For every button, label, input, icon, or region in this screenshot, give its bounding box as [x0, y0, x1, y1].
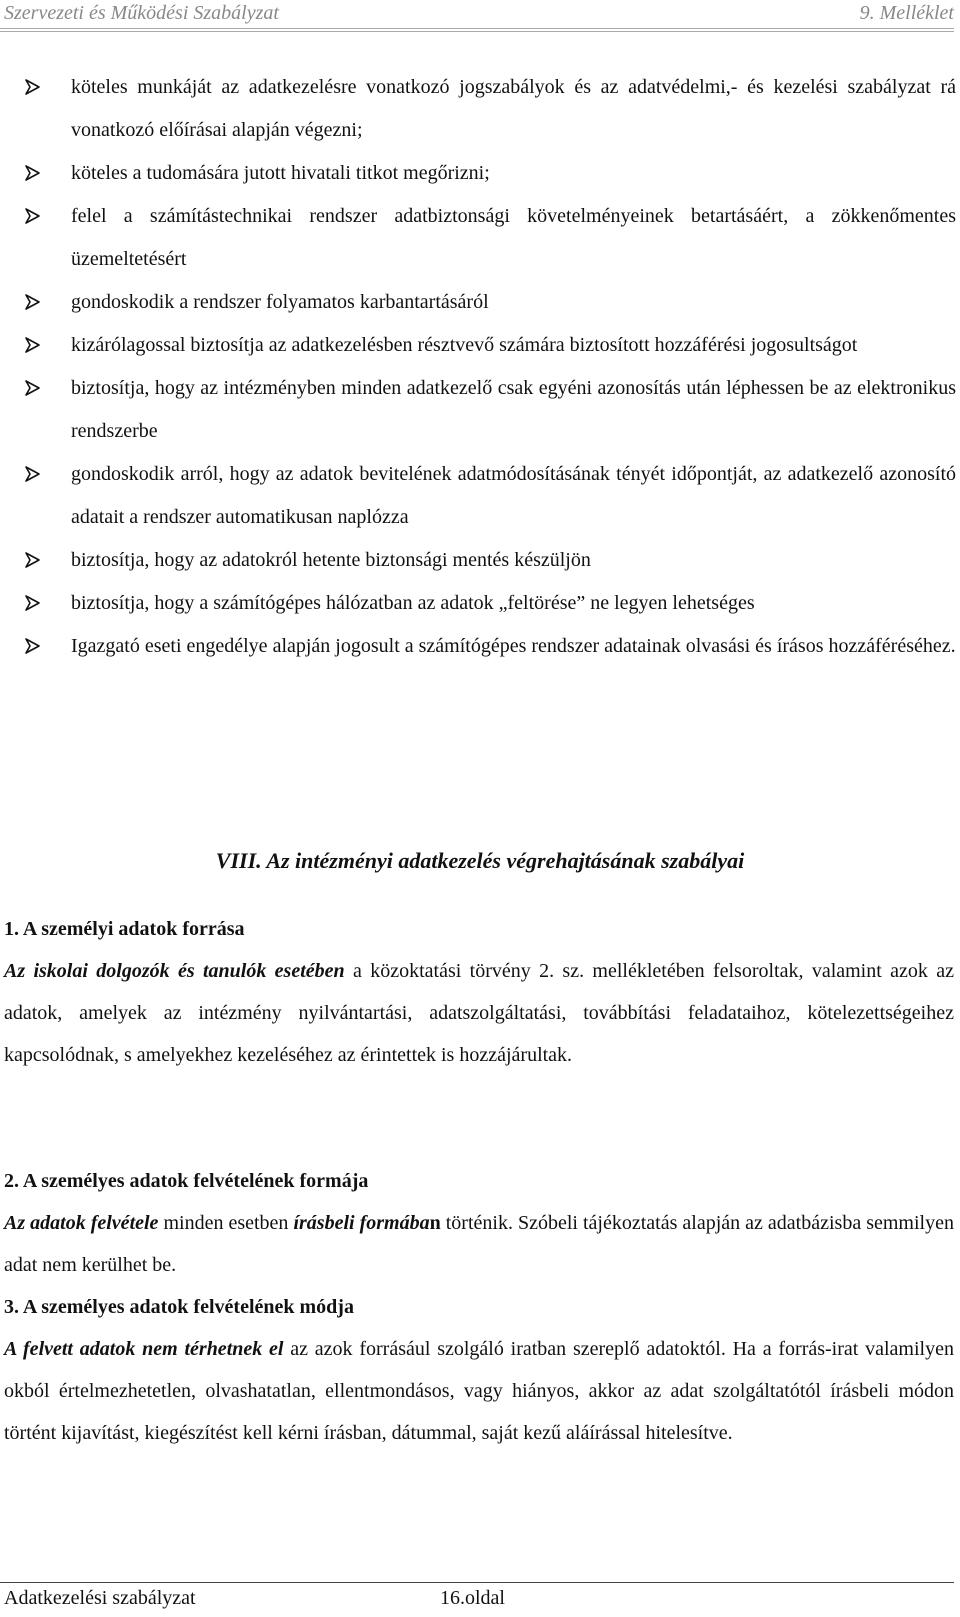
list-item-text: gondoskodik a rendszer folyamatos karbantartásáról — [71, 291, 489, 313]
header-annex: 9. Melléklet — [859, 2, 954, 24]
duties-list — [0, 66, 960, 668]
list-item — [0, 539, 960, 582]
arrow-bullet-icon — [24, 379, 42, 397]
page-footer — [0, 1582, 954, 1613]
list-item-text: gondoskodik arról, hogy az adatok bevitelének adatmódosításának tényét időpontját, az adatkezelő azonosító adatait a rendszer automatikusan naplózza — [71, 463, 956, 528]
footer-title: Adatkezelési szabályzat — [4, 1587, 196, 1609]
list-item — [0, 453, 960, 539]
arrow-bullet-icon — [24, 293, 42, 311]
section-title: VIII. Az intézményi adatkezelés végrehajtásának szabályai — [215, 848, 745, 873]
arrow-bullet-icon — [24, 336, 42, 354]
section-2 — [4, 1160, 954, 1286]
section-2-emphasis-2: írásbeli formába — [293, 1212, 430, 1234]
list-item — [0, 324, 960, 367]
list-item-text: felel a számítástechnikai rendszer adatbiztonsági követelményeinek betartásáért, a zökkenőmentes üzemeltetésért — [71, 205, 956, 270]
section-1-emphasis: Az iskolai dolgozók és tanulók esetében — [4, 960, 345, 982]
arrow-bullet-icon — [24, 637, 42, 655]
section-2-paragraph — [4, 1202, 954, 1286]
section-2-heading: 2. A személyes adatok felvételének formája — [4, 1170, 369, 1192]
section-1-heading: 1. A személyi adatok forrása — [4, 918, 245, 940]
list-item — [0, 367, 960, 453]
arrow-bullet-icon — [24, 164, 42, 182]
arrow-bullet-icon — [24, 78, 42, 96]
section-2-text-1: minden esetben — [158, 1212, 294, 1234]
section-3-emphasis: A felvett adatok nem térhetnek el — [4, 1338, 284, 1360]
header-divider — [0, 28, 954, 32]
list-item — [0, 195, 960, 281]
list-item-text: köteles a tudomására jutott hivatali titkot megőrizni; — [71, 162, 490, 184]
list-item-text: biztosítja, hogy a számítógépes hálózatban az adatok „feltörése” ne legyen lehetséges — [71, 592, 755, 614]
section-2-emphasis-3: n — [429, 1212, 441, 1234]
header-title: Szervezeti és Működési Szabályzat — [4, 2, 279, 24]
list-item — [0, 625, 960, 668]
section-3-text: az azok forrásául szolgáló iratban szereplő adatoktól. Ha a forrás-irat valamilyen okból értelmezhetetlen, olvashatatlan, ellentmondásos, vagy hiányos, akkor az adat szolgáltatótól írásbeli módon történt kijavítást, kiegészítést kell kérni írásban, dátummal, saját kezű aláírással hitelesítve. — [4, 1338, 954, 1444]
list-item — [0, 281, 960, 324]
list-item-text: biztosítja, hogy az intézményben minden adatkezelő csak egyéni azonosítás után léphessen be az elektronikus rendszerbe — [71, 377, 956, 442]
list-item-text: biztosítja, hogy az adatokról hetente biztonsági mentés készüljön — [71, 549, 591, 571]
section-3 — [4, 1286, 954, 1454]
section-3-heading: 3. A személyes adatok felvételének módja — [4, 1296, 354, 1318]
list-item-text: köteles munkáját az adatkezelésre vonatkozó jogszabályok és az adatvédelmi,- és kezelési szabályzat rá vonatkozó előírásai alapján végezni; — [71, 76, 956, 141]
arrow-bullet-icon — [24, 207, 42, 225]
list-item — [0, 66, 960, 152]
list-item-text: kizárólagossal biztosítja az adatkezelésben résztvevő számára biztosított hozzáférési jogosultságot — [71, 334, 858, 356]
section-2-emphasis-1: Az adatok felvétele — [4, 1212, 159, 1234]
section-1-text: a közoktatási törvény 2. sz. mellékletében felsoroltak, valamint azok az adatok, amelyek az intézmény nyilvántartási, adatszolgáltatási, továbbítási feladataihoz, kötelezettségeihez kapcsolódnak, s amelyekhez kezeléséhez az érintettek is hozzájárultak. — [4, 960, 954, 1066]
arrow-bullet-icon — [24, 594, 42, 612]
section-1-paragraph — [4, 950, 954, 1076]
list-item-text: Igazgató eseti engedélye alapján jogosult a számítógépes rendszer adatainak olvasási és írásos hozzáféréséhez. — [71, 635, 956, 657]
list-item — [0, 152, 960, 195]
list-item — [0, 582, 960, 625]
page-header — [0, 0, 954, 30]
section-2-text-2: történik. Szóbeli tájékoztatás alapján az adatbázisba semmilyen adat nem kerülhet be. — [4, 1212, 954, 1276]
arrow-bullet-icon — [24, 551, 42, 569]
arrow-bullet-icon — [24, 465, 42, 483]
section-1 — [4, 908, 954, 1076]
section-3-paragraph — [4, 1328, 954, 1454]
page-number: 16.oldal — [440, 1587, 505, 1609]
